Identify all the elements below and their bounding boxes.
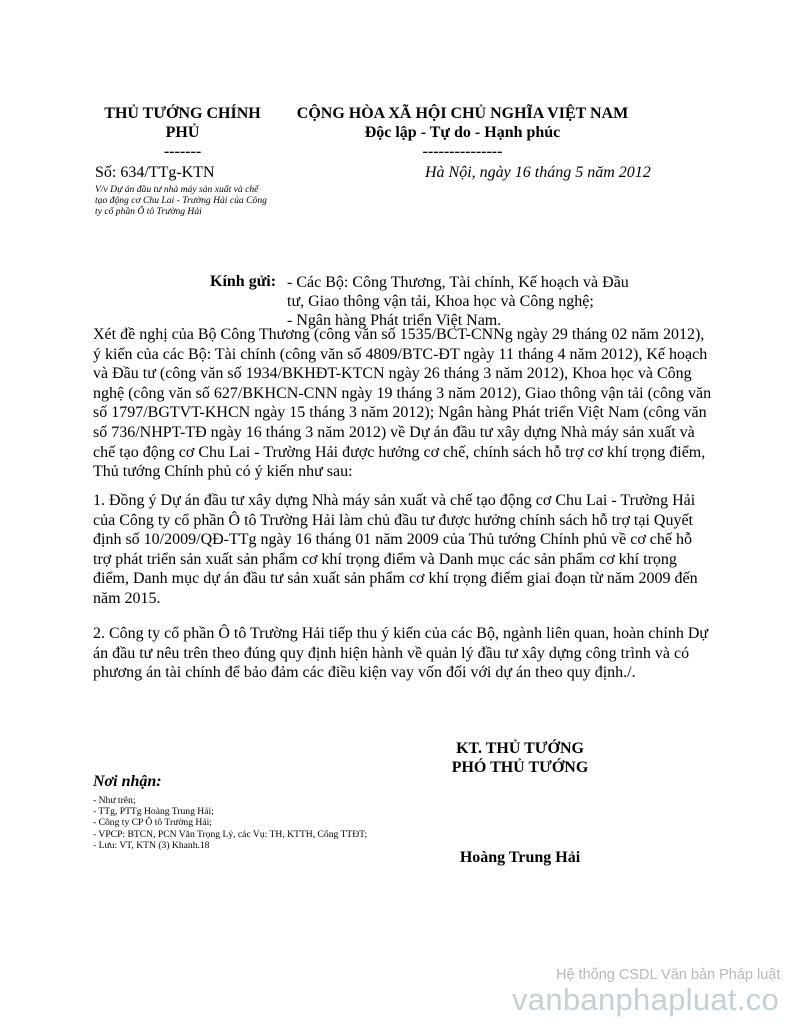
issuing-agency — [95, 104, 270, 161]
cc-item: - VPCP: BTCN, PCN Văn Trọng Lý, các Vụ: TH, KTTH, Cổng TTĐT; — [93, 828, 368, 840]
cc-title: Nơi nhận: — [93, 773, 162, 790]
signature-line-1: KT. THỦ TƯỚNG — [456, 740, 584, 757]
country-name: CỘNG HÒA XÃ HỘI CHỦ NGHĨA VIỆT NAM — [296, 105, 629, 122]
watermark-site: vanbanphapluat.co — [512, 982, 780, 1017]
motto: Độc lập - Tự do - Hạnh phúc — [364, 124, 561, 141]
cc-item: - Như trên; — [93, 795, 136, 806]
agency-line-2: PHỦ — [165, 124, 200, 141]
document-subject: V/v Dự án đầu tư nhà máy sản xuất và chế tạo động cơ Chu Lai - Trường Hải của Công ty cổ phần Ô tô Trường Hải — [95, 184, 267, 217]
agency-line-1: THỦ TƯỚNG CHÍNH — [104, 105, 261, 122]
national-heading — [290, 104, 635, 161]
recipients-label: Kính gửi: — [210, 273, 277, 290]
recipients-list — [287, 273, 647, 330]
body-paragraph-intro: Xét đề nghị của Bộ Công Thương (công văn số 1535/BCT-CNNg ngày 29 tháng 02 năm 2012), ý kiến của các Bộ: Tài chính (công văn số 4809/BTC-ĐT ngày 11 tháng 4 năm 2012), Kế hoạch và Đầu tư (công văn số 1934/BKHĐT-KTCN ngày 26 tháng 3 năm 2012), Khoa học và Công nghệ (công văn số 627/BKHCN-CNN ngày 19 tháng 3 năm 2012), Giao thông vận tải (công văn số 1797/BGTVT-KHCN ngày 15 tháng 3 năm 2012); Ngân hàng Phát triển Việt Nam (công văn số 736/NHPT-TĐ ngày 16 tháng 3 năm 2012) về Dự án đầu tư xây dựng Nhà máy sản xuất và chế tạo động cơ Chu Lai - Trường Hải được hưởng cơ chế, chính sách hỗ trợ cơ khí trọng điểm, Thủ tướng Chính phủ có ý kiến như sau: — [93, 326, 712, 481]
document-number: Số: 634/TTg-KTN — [95, 164, 215, 181]
recipient-item: - Các Bộ: Công Thương, Tài chính, Kế hoạch và Đầu tư, Giao thông vận tải, Khoa học và Công nghệ; — [287, 274, 629, 310]
cc-item: - Lưu: VT, KTN (3) Khanh.18 — [93, 839, 210, 851]
agency-divider: ------- — [163, 143, 202, 160]
cc-list — [93, 795, 373, 851]
motto-divider: --------------- — [422, 143, 503, 160]
signature-line-2: PHÓ THỦ TƯỚNG — [451, 759, 589, 776]
recipient-item: - Ngân hàng Phát triển Việt Nam. — [287, 312, 502, 329]
signer-name: Hoàng Trung Hải — [459, 849, 581, 866]
signature-title — [420, 739, 620, 777]
body-paragraph-2: 2. Công ty cổ phần Ô tô Trường Hải tiếp thu ý kiến của các Bộ, ngành liên quan, hoàn chỉnh Dự án đầu tư nêu trên theo đúng quy định hiện hành về quản lý đầu tư xây dựng công trình và có phương án tài chính để bảo đảm các điều kiện vay vốn đối với dự án theo quy định./. — [93, 625, 709, 682]
body-paragraph-1: 1. Đồng ý Dự án đầu tư xây dựng Nhà máy sản xuất và chế tạo động cơ Chu Lai - Trường Hải của Công ty cổ phần Ô tô Trường Hải làm chủ đầu tư được hưởng chính sách hỗ trợ tại Quyết định số 10/2009/QĐ-TTg ngày 16 tháng 01 năm 2009 của Thủ tướng Chính phủ về cơ chế hỗ trợ phát triển sản xuất sản phẩm cơ khí trọng điểm và Danh mục các sản phẩm cơ khí trọng điểm, Danh mục dự án đầu tư sản xuất sản phẩm cơ khí trọng điểm giai đoạn từ năm 2009 đến năm 2015. — [93, 492, 698, 607]
cc-item: - Công ty CP Ô tô Trường Hải; — [93, 817, 212, 829]
watermark-caption: Hệ thống CSDL Văn bản Pháp luật — [556, 967, 781, 983]
issue-date: Hà Nội, ngày 16 tháng 5 năm 2012 — [425, 164, 651, 181]
cc-item: - TTg, PTTg Hoàng Trung Hải; — [93, 806, 214, 818]
